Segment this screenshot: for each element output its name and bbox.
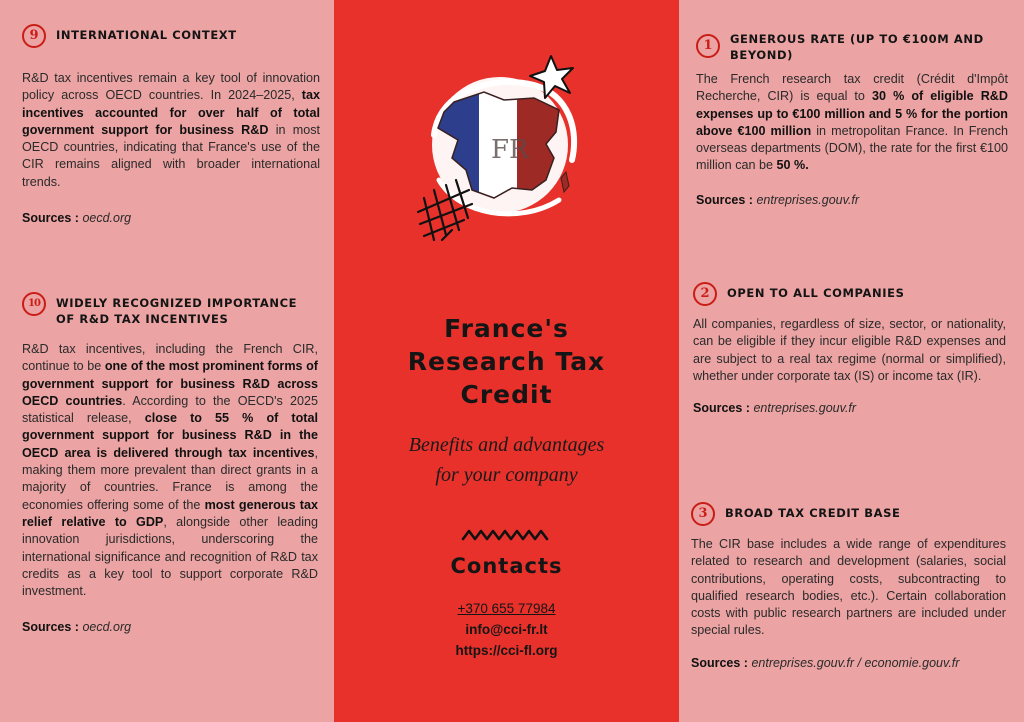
bold-text: 50 %. [776,158,809,173]
sources-value: entreprises.gouv.fr / economie.gouv.fr [751,655,960,670]
section-widely-recognized [22,292,318,634]
hero-title [334,312,679,411]
section-number-icon: 10 [22,292,46,316]
section-header [22,24,320,48]
section-generous-rate [696,28,1008,207]
body-text: R&D tax incentives remain a key tool of innovation policy across OECD countries. In 2024–2025, [22,71,320,103]
sources-label: Sources : [691,655,748,670]
section-number-icon: 1 [696,34,720,58]
body-text: in metropolitan France. In French overseas departments (DOM), the rate for the first €100 million can be [696,123,1008,173]
hero-title-line: France's [444,314,569,343]
sources-label: Sources : [693,401,750,416]
bold-text: most generous tax relief relative to GDP [22,497,318,529]
section-title: INTERNATIONAL CONTEXT [56,28,237,42]
section-number-icon: 3 [691,502,715,526]
sources-label: Sources : [696,192,753,207]
right-panel [679,0,1024,722]
contacts-heading: Contacts [450,554,563,578]
section-sources [693,401,1006,415]
section-body [691,536,1006,640]
section-open-to-all [693,282,1006,415]
bold-text: 30 % of eligible R&D expenses up to €100 million and 5 % for the portion above €100 million [696,89,1008,138]
section-header [693,282,1006,306]
hero-subtitle-line: for your company [435,464,578,486]
section-header [22,292,318,327]
section-sources [691,656,1006,670]
section-title: OPEN TO ALL COMPANIES [727,286,905,300]
sources-label: Sources : [22,211,79,226]
section-sources [22,620,318,634]
section-title: WIDELY RECOGNIZED IMPORTANCE OF R&D TAX INCENTIVES [56,296,298,326]
bold-text: one of the most prominent forms of government support for business R&D across OECD countries [22,359,318,408]
left-panel [0,0,334,722]
sources-value: oecd.org [82,620,132,635]
sources-label: Sources : [22,620,79,635]
section-body [22,341,318,600]
hero-subtitle [334,430,679,490]
body-text: The French research tax credit (Crédit d'Impôt Recherche, CIR) is equal to [696,72,1008,104]
bold-text: close to 55 % of total government support for business R&D in the OECD area is delivered through tax incentives [22,411,318,460]
section-broad-base [691,502,1006,670]
body-text: , making them more prevalent than direct grants in a majority of countries. France is among the economies offering some of the [22,445,318,512]
section-title: GENEROUS RATE (UP TO €100M AND BEYOND) [730,32,984,62]
section-header [691,502,1006,526]
website-link[interactable]: https://cci-fl.org [455,643,558,658]
france-map-illustration [334,40,679,300]
body-text: All companies, regardless of size, sector, or nationality, can be eligible if they incur eligible R&D expenses and are subject to a real tax regime (normal or simplified), whether under corporate tax (IS) or income tax (IR). [693,317,1006,383]
sources-value: oecd.org [82,211,132,226]
email-link[interactable]: info@cci-fr.lt [465,622,548,637]
center-panel [334,0,679,722]
bold-text: tax incentives accounted for over half of total government support for business R&D [22,88,320,137]
body-text: , alongside other leading innovation jurisdictions, underscoring the international significance and recognition of R&D tax credits as a key tool to support corporate R&D investment. [22,514,318,599]
section-body [693,316,1006,385]
sources-value: entreprises.gouv.fr [753,401,857,416]
body-text: in most OECD countries, indicating that France's use of the CIR remains aligned with broader international trends. [22,122,321,189]
section-international-context [22,24,320,225]
section-sources [696,193,1008,207]
section-header [696,28,1008,63]
hero-title-line: Research Tax [407,347,606,376]
hero-subtitle-line: Benefits and advantages [408,434,605,456]
section-title: BROAD TAX CREDIT BASE [725,506,901,520]
contact-details [334,598,679,661]
hero-title-line: Credit [460,380,553,409]
section-body [696,71,1008,175]
flag-badge-text: FR [491,135,529,165]
section-sources [22,211,320,225]
zigzag-icon [461,527,551,545]
body-text: The CIR base includes a wide range of expenditures related to research and development (salaries, social contributions, operating costs, subcontracting to qualified research bodies, etc.). Certain collaboration costs with public research partners are included under special rules. [691,537,1006,638]
sources-value: entreprises.gouv.fr [756,192,860,207]
section-number-icon: 9 [22,24,46,48]
section-number-icon: 2 [693,282,717,306]
body-text: R&D tax incentives, including the French CIR, continue to be [22,342,318,374]
section-body [22,70,320,191]
phone-link[interactable]: +370 655 77984 [457,601,556,616]
body-text: . According to the OECD's 2025 statistical release, [22,393,318,426]
